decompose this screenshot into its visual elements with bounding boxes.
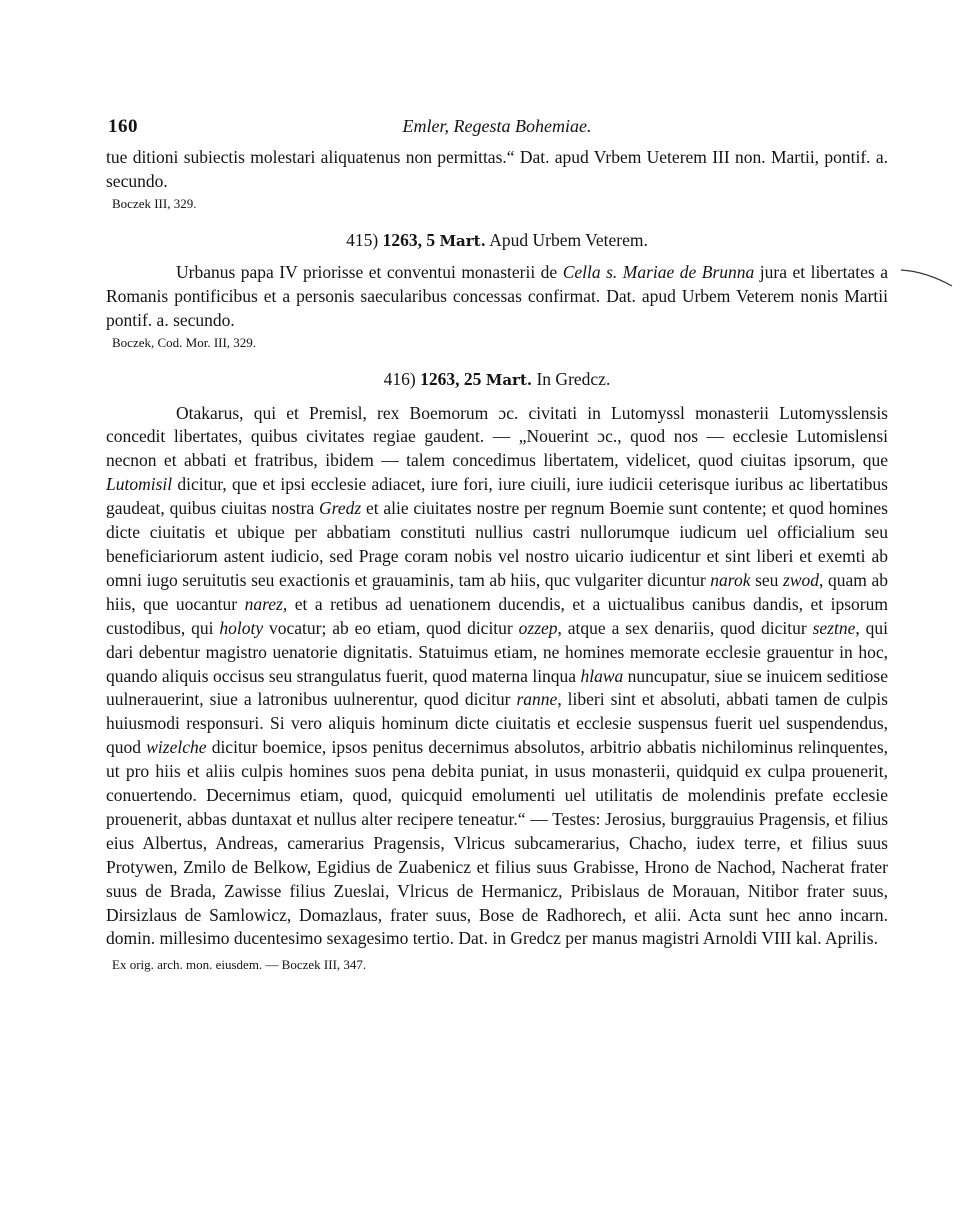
entry-415-month: Mart.: [439, 231, 486, 250]
entry-415-number: 415): [346, 229, 379, 250]
entry-416-place: In Gredcz.: [536, 368, 611, 389]
running-title: Emler, Regesta Bohemiae.: [402, 116, 592, 136]
entry-415-source: Boczek, Cod. Mor. III, 329.: [112, 334, 257, 350]
entry-415-text: Urbanus papa IV priorisse et conventui monasterii de Cella s. Mariae de Brunna jura et libertates a Romanis pontificibus et a personis saecularibus concessas confirmat. Dat. apud Urbem Veterem nonis Martii pontif. a. secundo.: [106, 261, 888, 330]
prev-entry-text: tue ditioni subiectis molestari aliquatenus non permittas.“ Dat. apud Vrbem Ueterem III non. Martii, pontif. a. secundo.: [106, 147, 888, 191]
entry-416-number: 416): [383, 368, 416, 389]
entry-416-month: Mart.: [485, 370, 533, 389]
page-number: 160: [108, 116, 138, 137]
entry-415-date: 1263, 5: [382, 229, 436, 250]
entry-415-heading: [106, 228, 888, 253]
margin-pencil-mark: [900, 268, 954, 288]
page: [106, 112, 888, 975]
prev-entry-source: Boczek III, 329.: [112, 195, 197, 211]
running-head: [106, 112, 888, 146]
entry-416-source: Ex orig. arch. mon. eiusdem. — Boczek III, 347.: [112, 957, 367, 973]
entry-416-date: 1263, 25: [420, 368, 482, 389]
entry-415-place: Apud Urbem Veterem.: [489, 229, 648, 250]
entry-416-heading: [106, 367, 888, 392]
entry-416-text: Otakarus, qui et Premisl, rex Boemorum ɔc. civitati in Lutomyssl monasterii Lutomysslensis concedit libertates, quibus civitates regiae gaudent. — „Nouerint ɔc., quod nos — ecclesie Lutomislensi necnon et abbati et fratribus, ibidem — talem concedimus libertatem, videlicet, quod ciuitas ipsorum, que Lutomisil dicitur, que et ipsi ecclesie adiacet, iure fori, iure ciuili, iure iudicii ceterisque iuribus ac libertatibus gaudeat, quibus ciuitas nostra Gredz et alie ciuitates nostre per regnum Boemie sunt contente; et quod homines dicte ciuitatis et ubique per abbatiam constituti nullius castri nullorumque iudicum uel officialium seu beneficiariorum astent iudicio, sed Prage coram nobis vel nostro uicario iudicentur et sint liberi et exemti ab omni iugo seruitutis seu exactionis et grauaminis, tam ab hiis, quc vulgariter dicuntur narok seu zwod, quam ab hiis, que uocantur narez, et a retibus ad uenationem ducendis, et a uictualibus canibus dandis, et ipsorum custodibus, qui holoty vocatur; ab eo etiam, quod dicitur ozzep, atque a sex denariis, quod dicitur seztne, qui dari debentur magistro uenatorie dignitatis. Statuimus etiam, ne homines memorate ecclesie grauentur in hoc, quando aliquis occisus seu strangulatus fuerit, quod materna linqua hlawa nuncupatur, siue se inuicem seditiose uulnerauerint, siue a latronibus uulnerentur, quod dicitur ranne, liberi sint et absoluti, abbati tamen de culpis huiusmodi responsuri. Si vero aliquis hominum dicte ciuitatis et ecclesie suspensus fuerit uel suspendendus, quod wizelche dicitur boemice, ipsos penitus decernimus absolutos, arbitrio abbatis nichilominus relinquentes, ut pro hiis et aliis culpis homines suos pena debita puniat, in usus monasterii, quidquid ex culpa prouenerit, conuertendo. Decernimus etiam, quod, quicquid emolumenti uel utilitatis de molendinis prefate ecclesie prouenerit, abbas duntaxat et nullus alter recipere teneatur.“ — Testes: Jerosius, burggrauius Pragensis, et filius eius Albertus, Andreas, camerarius Pragensis, Vlricus subcamerarius, Chacho, iudex terre, et filius suus Protywen, Zmilo de Belkow, Egidius de Zuabenicz et filius suus Grabisse, Hrono de Nachod, Nacherat frater suus de Brada, Zawisse filius Zueslai, Vlricus de Hermanicz, Pribislaus de Morauan, Nitibor frater suus, Dirsizlaus de Samlowicz, Domazlaus, frater suus, Bose de Radhorech, et alii. Acta sunt hec anno incarn. domin. millesimo ducentesimo sexagesimo tertio. Dat. in Gredcz per manus magistri Arnoldi VIII kal. Aprilis.: [106, 402, 889, 949]
